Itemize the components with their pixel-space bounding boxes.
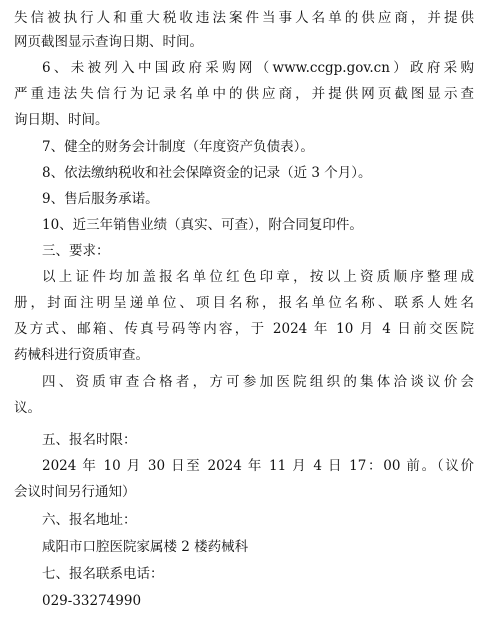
section-3-heading: 三、要求： bbox=[42, 243, 110, 259]
registration-period-line-1: 2024 年 10 月 30 日至 2024 年 11 月 4 日 17：00 前。（议价 bbox=[42, 458, 474, 474]
section-5-heading: 五、报名时限： bbox=[42, 432, 137, 448]
contact-phone: 029-33274990 bbox=[42, 593, 142, 609]
item-10: 10、近三年销售业绩（真实、可查），附合同复印件。 bbox=[42, 217, 363, 233]
requirements-line-1: 以上证件均加盖报名单位红色印章，按以上资质顺序整理成 bbox=[42, 269, 474, 285]
section-4-line-2: 议。 bbox=[14, 400, 41, 416]
item-7: 7、健全的财务会计制度（年度资产负债表）。 bbox=[42, 139, 314, 155]
registration-address: 咸阳市口腔医院家属楼 2 楼药械科 bbox=[42, 539, 249, 555]
requirements-line-3: 及方式、邮箱、传真号码等内容，于 2024 年 10 月 4 日前交医院 bbox=[14, 321, 474, 337]
item-6-line-1: 6、未被列入中国政府采购网（www.ccgp.gov.cn）政府采购 bbox=[42, 60, 474, 76]
item-8: 8、依法缴纳税收和社会保障资金的记录（近 3 个月）。 bbox=[42, 165, 372, 181]
item-6-line-2: 严重违法失信行为记录名单中的供应商，并提供网页截图显示查 bbox=[14, 86, 474, 102]
section-6-heading: 六、报名地址： bbox=[42, 512, 137, 528]
requirements-line-2: 册，封面注明呈递单位、项目名称，报名单位名称、联系人姓名 bbox=[14, 295, 474, 311]
paragraph-line-2: 网页截图显示查询日期、时间。 bbox=[14, 34, 203, 50]
requirements-line-4: 药械科进行资质审查。 bbox=[14, 347, 149, 363]
item-9: 9、售后服务承诺。 bbox=[42, 191, 159, 207]
registration-period-line-2: 会议时间另行通知） bbox=[14, 484, 136, 500]
paragraph-line-1: 失信被执行人和重大税收违法案件当事人名单的供应商，并提供 bbox=[14, 10, 474, 26]
item-6-line-3: 询日期、时间。 bbox=[14, 112, 109, 128]
section-7-heading: 七、报名联系电话： bbox=[42, 566, 164, 582]
section-4-line-1: 四、资质审查合格者，方可参加医院组织的集体洽谈议价会 bbox=[42, 374, 474, 390]
